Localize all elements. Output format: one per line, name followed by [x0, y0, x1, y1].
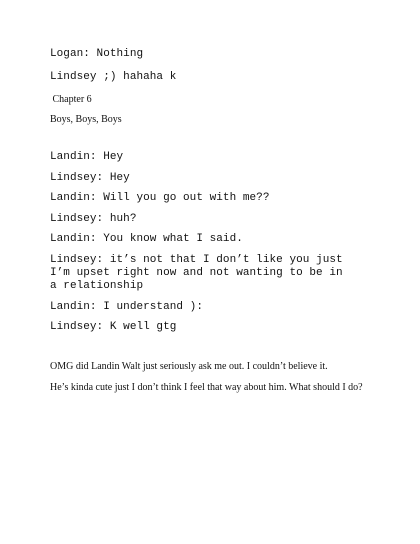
chat-line: Landin: Will you go out with me?? [50, 192, 270, 204]
body-paragraph: OMG did Landin Walt just seriously ask me out. I couldn’t believe it. [50, 361, 328, 372]
chat-line: Lindsey: it’s not that I don’t like you just I’m upset right now and not wanting to be in a relationship [50, 254, 350, 292]
chat-line: Landin: You know what I said. [50, 233, 243, 245]
chapter-title: Boys, Boys, Boys [50, 114, 122, 125]
chat-line: Logan: Nothing [50, 48, 144, 60]
chat-line: Lindsey: huh? [50, 213, 137, 225]
chat-line: Lindsey: Hey [50, 172, 130, 184]
chat-line: Lindsey: K well gtg [50, 321, 177, 333]
chat-line: Lindsey ;) hahaha k [50, 71, 177, 83]
chapter-heading: Chapter 6 [50, 94, 92, 105]
chat-line: Landin: I understand ): [50, 301, 203, 313]
body-paragraph: He’s kinda cute just I don’t think I feel that way about him. What should I do? [50, 382, 363, 393]
chat-line: Landin: Hey [50, 151, 124, 163]
